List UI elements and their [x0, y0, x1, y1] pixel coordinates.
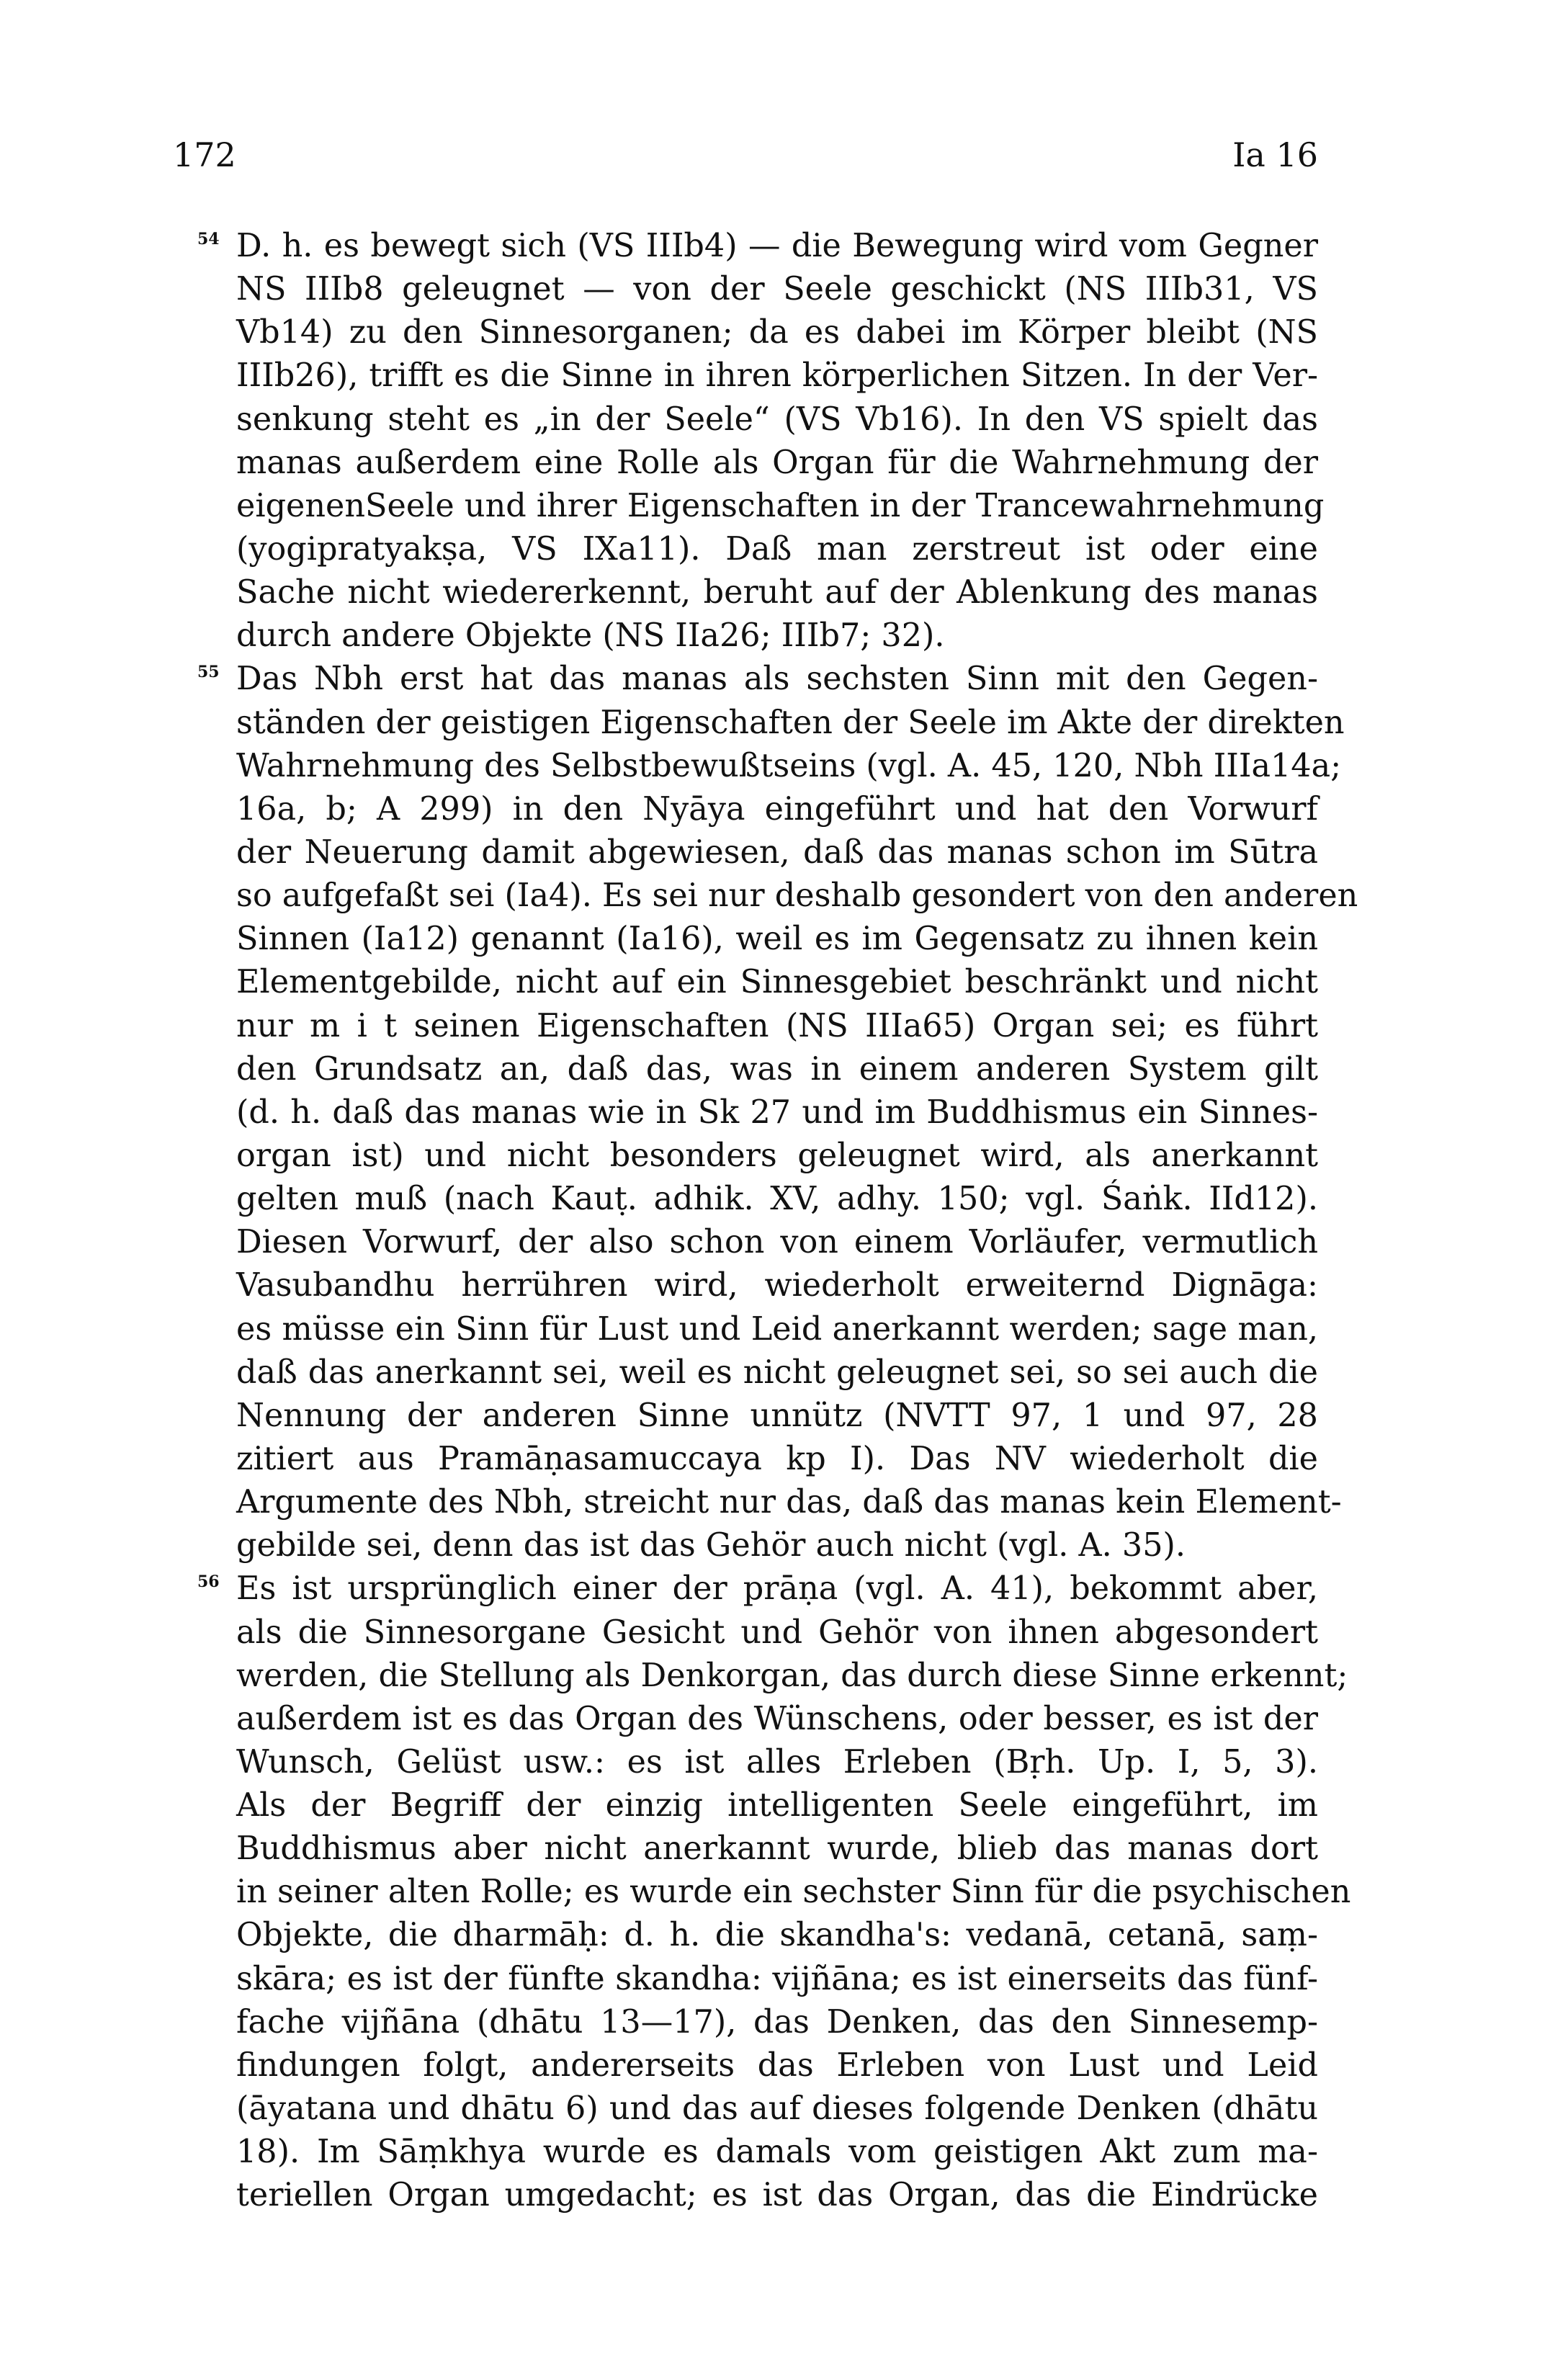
text-line: Vb14) zu den Sinnesorganen; da es dabei im Körper bleibt (NS: [236, 314, 1318, 352]
text-line: manas außerdem eine Rolle als Organ für die Wahrnehmung der: [236, 444, 1318, 481]
text-line: zitiert aus Pramāṇasamuccaya kp I). Das NV wiederholt die: [236, 1440, 1318, 1477]
footnote-56: [197, 1567, 1351, 2217]
text-line: Vasubandhu herrühren wird, wiederholt erweiternd Dignāga:: [236, 1267, 1318, 1304]
text-line: 54 D. h. es bewegt sich (VS IIIb4) — die Bewegung wird vom Gegner: [236, 225, 1318, 268]
text-line: eigenenSeele und ihrer Eigenschaften in der Trancewahrnehmung: [236, 487, 1325, 524]
text-line: es müsse ein Sinn für Lust und Leid anerkannt werden; sage man,: [236, 1310, 1318, 1348]
text-line: als die Sinnesorgane Gesicht und Gehör von ihnen abgesondert: [236, 1613, 1318, 1651]
text-line: Sache nicht wiedererkennt, beruht auf der Ablenkung des manas: [236, 574, 1318, 612]
page-header: [173, 130, 1318, 180]
text-line: IIIb26), trifft es die Sinne in ihren körperlichen Sitzen. In der Ver-: [236, 357, 1318, 395]
text-line: fache vijñāna (dhātu 13—17), das Denken, das den Sinnesemp-: [236, 2003, 1318, 2041]
text-line: Wahrnehmung des Selbstbewußtseins (vgl. A. 45, 120, Nbh IIIa14a;: [236, 747, 1342, 784]
text-line: Sinnen (Ia12) genannt (Ia16), weil es im Gegensatz zu ihnen kein: [236, 921, 1318, 958]
text-line: Objekte, die dharmāḥ: d. h. die skandha's: vedanā, cetanā, saṃ-: [236, 1917, 1318, 1954]
text-line: 55 Das Nbh erst hat das manas als sechsten Sinn mit den Gegen-: [236, 658, 1318, 701]
text-line: Diesen Vorwurf, der also schon von einem Vorläufer, vermutlich: [236, 1224, 1318, 1261]
text-line: findungen folgt, andererseits das Erleben von Lust und Leid: [236, 2046, 1318, 2084]
text-line: 16a, b; A 299) in den Nyāya eingeführt und hat den Vorwurf: [236, 790, 1318, 828]
text-line: NS IIIb8 geleugnet — von der Seele geschickt (NS IIIb31, VS: [236, 271, 1318, 308]
text-line: organ ist) und nicht besonders geleugnet wird, als anerkannt: [236, 1137, 1318, 1174]
footnote-55: [197, 658, 1358, 1567]
text-line: durch andere Objekte (NS IIa26; IIIb7; 32).: [236, 617, 945, 655]
footnotes: [197, 225, 1358, 2217]
text-line: Nennung der anderen Sinne unnütz (NVTT 97, 1 und 97, 28: [236, 1397, 1318, 1434]
text-line: 18). Im Sāṃkhya wurde es damals vom geistigen Akt zum ma-: [236, 2134, 1318, 2171]
footnote-number: 54: [197, 230, 220, 249]
text-line: teriellen Organ umgedacht; es ist das Organ, das die Eindrücke: [236, 2177, 1318, 2214]
text-line: den Grundsatz an, daß das, was in einem anderen System gilt: [236, 1050, 1318, 1088]
text-line: der Neuerung damit abgewiesen, daß das manas schon im Sūtra: [236, 833, 1318, 871]
text-line: in seiner alten Rolle; es wurde ein sechster Sinn für die psychischen: [236, 1874, 1351, 1911]
text-line: 56 Es ist ursprünglich einer der prāṇa (vgl. A. 41), bekommt aber,: [236, 1567, 1318, 1611]
text-line: gebilde sei, denn das ist das Gehör auch nicht (vgl. A. 35).: [236, 1527, 1186, 1565]
text-line: Argumente des Nbh, streicht nur das, daß das manas kein Element-: [236, 1484, 1342, 1521]
text-line: werden, die Stellung als Denkorgan, das durch diese Sinne erkennt;: [236, 1657, 1348, 1694]
text-line: nur m i t seinen Eigenschaften (NS IIIa65) Organ sei; es führt: [236, 1007, 1318, 1044]
text-line: Buddhismus aber nicht anerkannt wurde, blieb das manas dort: [236, 1830, 1318, 1868]
text-line: außerdem ist es das Organ des Wünschens, oder besser, es ist der: [236, 1700, 1318, 1737]
page-number: 172: [173, 135, 236, 174]
text-line: Elementgebilde, nicht auf ein Sinnesgebiet beschränkt und nicht: [236, 964, 1318, 1001]
text-line: so aufgefaßt sei (Ia4). Es sei nur deshalb gesondert von den anderen: [236, 877, 1358, 915]
text-line: Wunsch, Gelüst usw.: es ist alles Erleben (Bṛh. Up. I, 5, 3).: [236, 1743, 1318, 1781]
text-line: senkung steht es „in der Seele“ (VS Vb16). In den VS spielt das: [236, 400, 1318, 438]
text-line: Als der Begriff der einzig intelligenten Seele eingeführt, im: [236, 1787, 1318, 1825]
text-line: daß das anerkannt sei, weil es nicht geleugnet sei, so sei auch die: [236, 1353, 1318, 1391]
text-line: gelten muß (nach Kauṭ. adhik. XV, adhy. 150; vgl. Śaṅk. IId12).: [236, 1181, 1318, 1218]
footnote-number: 55: [197, 663, 220, 682]
footnote-54: [197, 225, 1325, 658]
running-head: Ia 16: [1232, 135, 1318, 174]
footnote-number: 56: [197, 1572, 220, 1592]
text-line: skāra; es ist der fünfte skandha: vijñāna; es ist einerseits das fünf-: [236, 1960, 1318, 1997]
text-line: (yogipratyakṣa, VS IXa11). Daß man zerstreut ist oder eine: [236, 530, 1318, 568]
text-line: (āyatana und dhātu 6) und das auf dieses folgende Denken (dhātu: [236, 2090, 1318, 2128]
text-line: ständen der geistigen Eigenschaften der Seele im Akte der direkten: [236, 704, 1345, 741]
text-line: (d. h. daß das manas wie in Sk 27 und im Buddhismus ein Sinnes-: [236, 1093, 1318, 1131]
